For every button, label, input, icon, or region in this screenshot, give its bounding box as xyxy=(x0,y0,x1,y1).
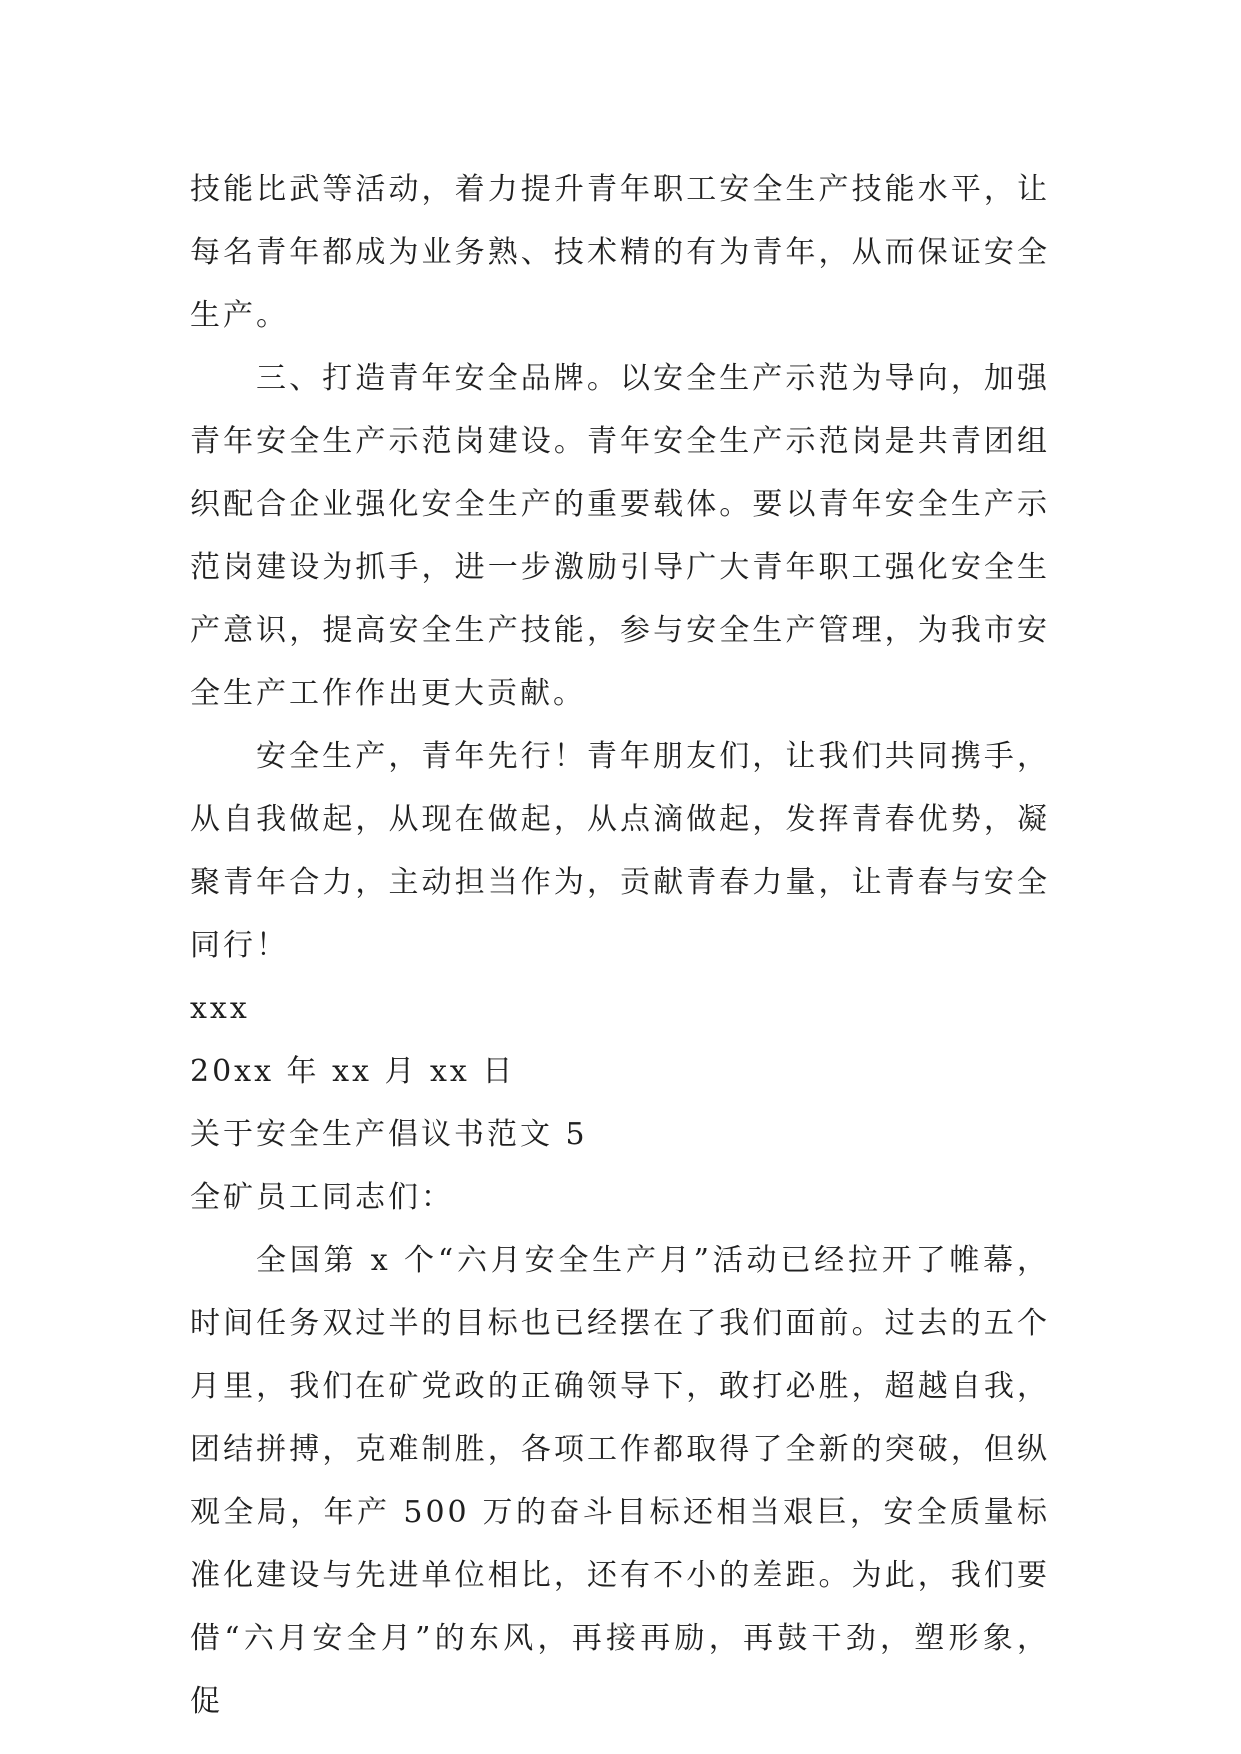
section-title: 关于安全生产倡议书范文 5 xyxy=(190,1117,588,1152)
signature-name: xxx xyxy=(190,991,250,1026)
document-body xyxy=(190,158,1050,1733)
paragraph-call-to-action: 安全生产，青年先行！青年朋友们，让我们共同携手，从自我做起，从现在做起，从点滴做起，发挥青春优势，凝聚青年合力，主动担当作为，贡献青春力量，让青春与安全同行！ xyxy=(190,739,1050,963)
paragraph-brand: 三、打造青年安全品牌。以安全生产示范为导向，加强青年安全生产示范岗建设。青年安全生产示范岗是共青团组织配合企业强化安全生产的重要载体。要以青年安全生产示范岗建设为抓手，进一步激励引导广大青年职工强化安全生产意识，提高安全生产技能，参与安全生产管理，为我市安全生产工作作出更大贡献。 xyxy=(190,361,1050,711)
paragraph-safety-month: 全国第 x 个“六月安全生产月”活动已经拉开了帷幕，时间任务双过半的目标也已经摆在了我们面前。过去的五个月里，我们在矿党政的正确领导下，敢打必胜，超越自我，团结拼搏，克难制胜，各项工作都取得了全新的突破，但纵观全局，年产 500 万的奋斗目标还相当艰巨，安全质量标准化建设与先进单位相比，还有不小的差距。为此，我们要借“六月安全月”的东风，再接再励，再鼓干劲，塑形象，促 xyxy=(190,1243,1050,1719)
salutation: 全矿员工同志们： xyxy=(190,1180,454,1215)
signature-date: 20xx 年 xx 月 xx 日 xyxy=(190,1054,516,1089)
paragraph-skills: 技能比武等活动，着力提升青年职工安全生产技能水平，让每名青年都成为业务熟、技术精的有为青年，从而保证安全生产。 xyxy=(190,172,1050,333)
